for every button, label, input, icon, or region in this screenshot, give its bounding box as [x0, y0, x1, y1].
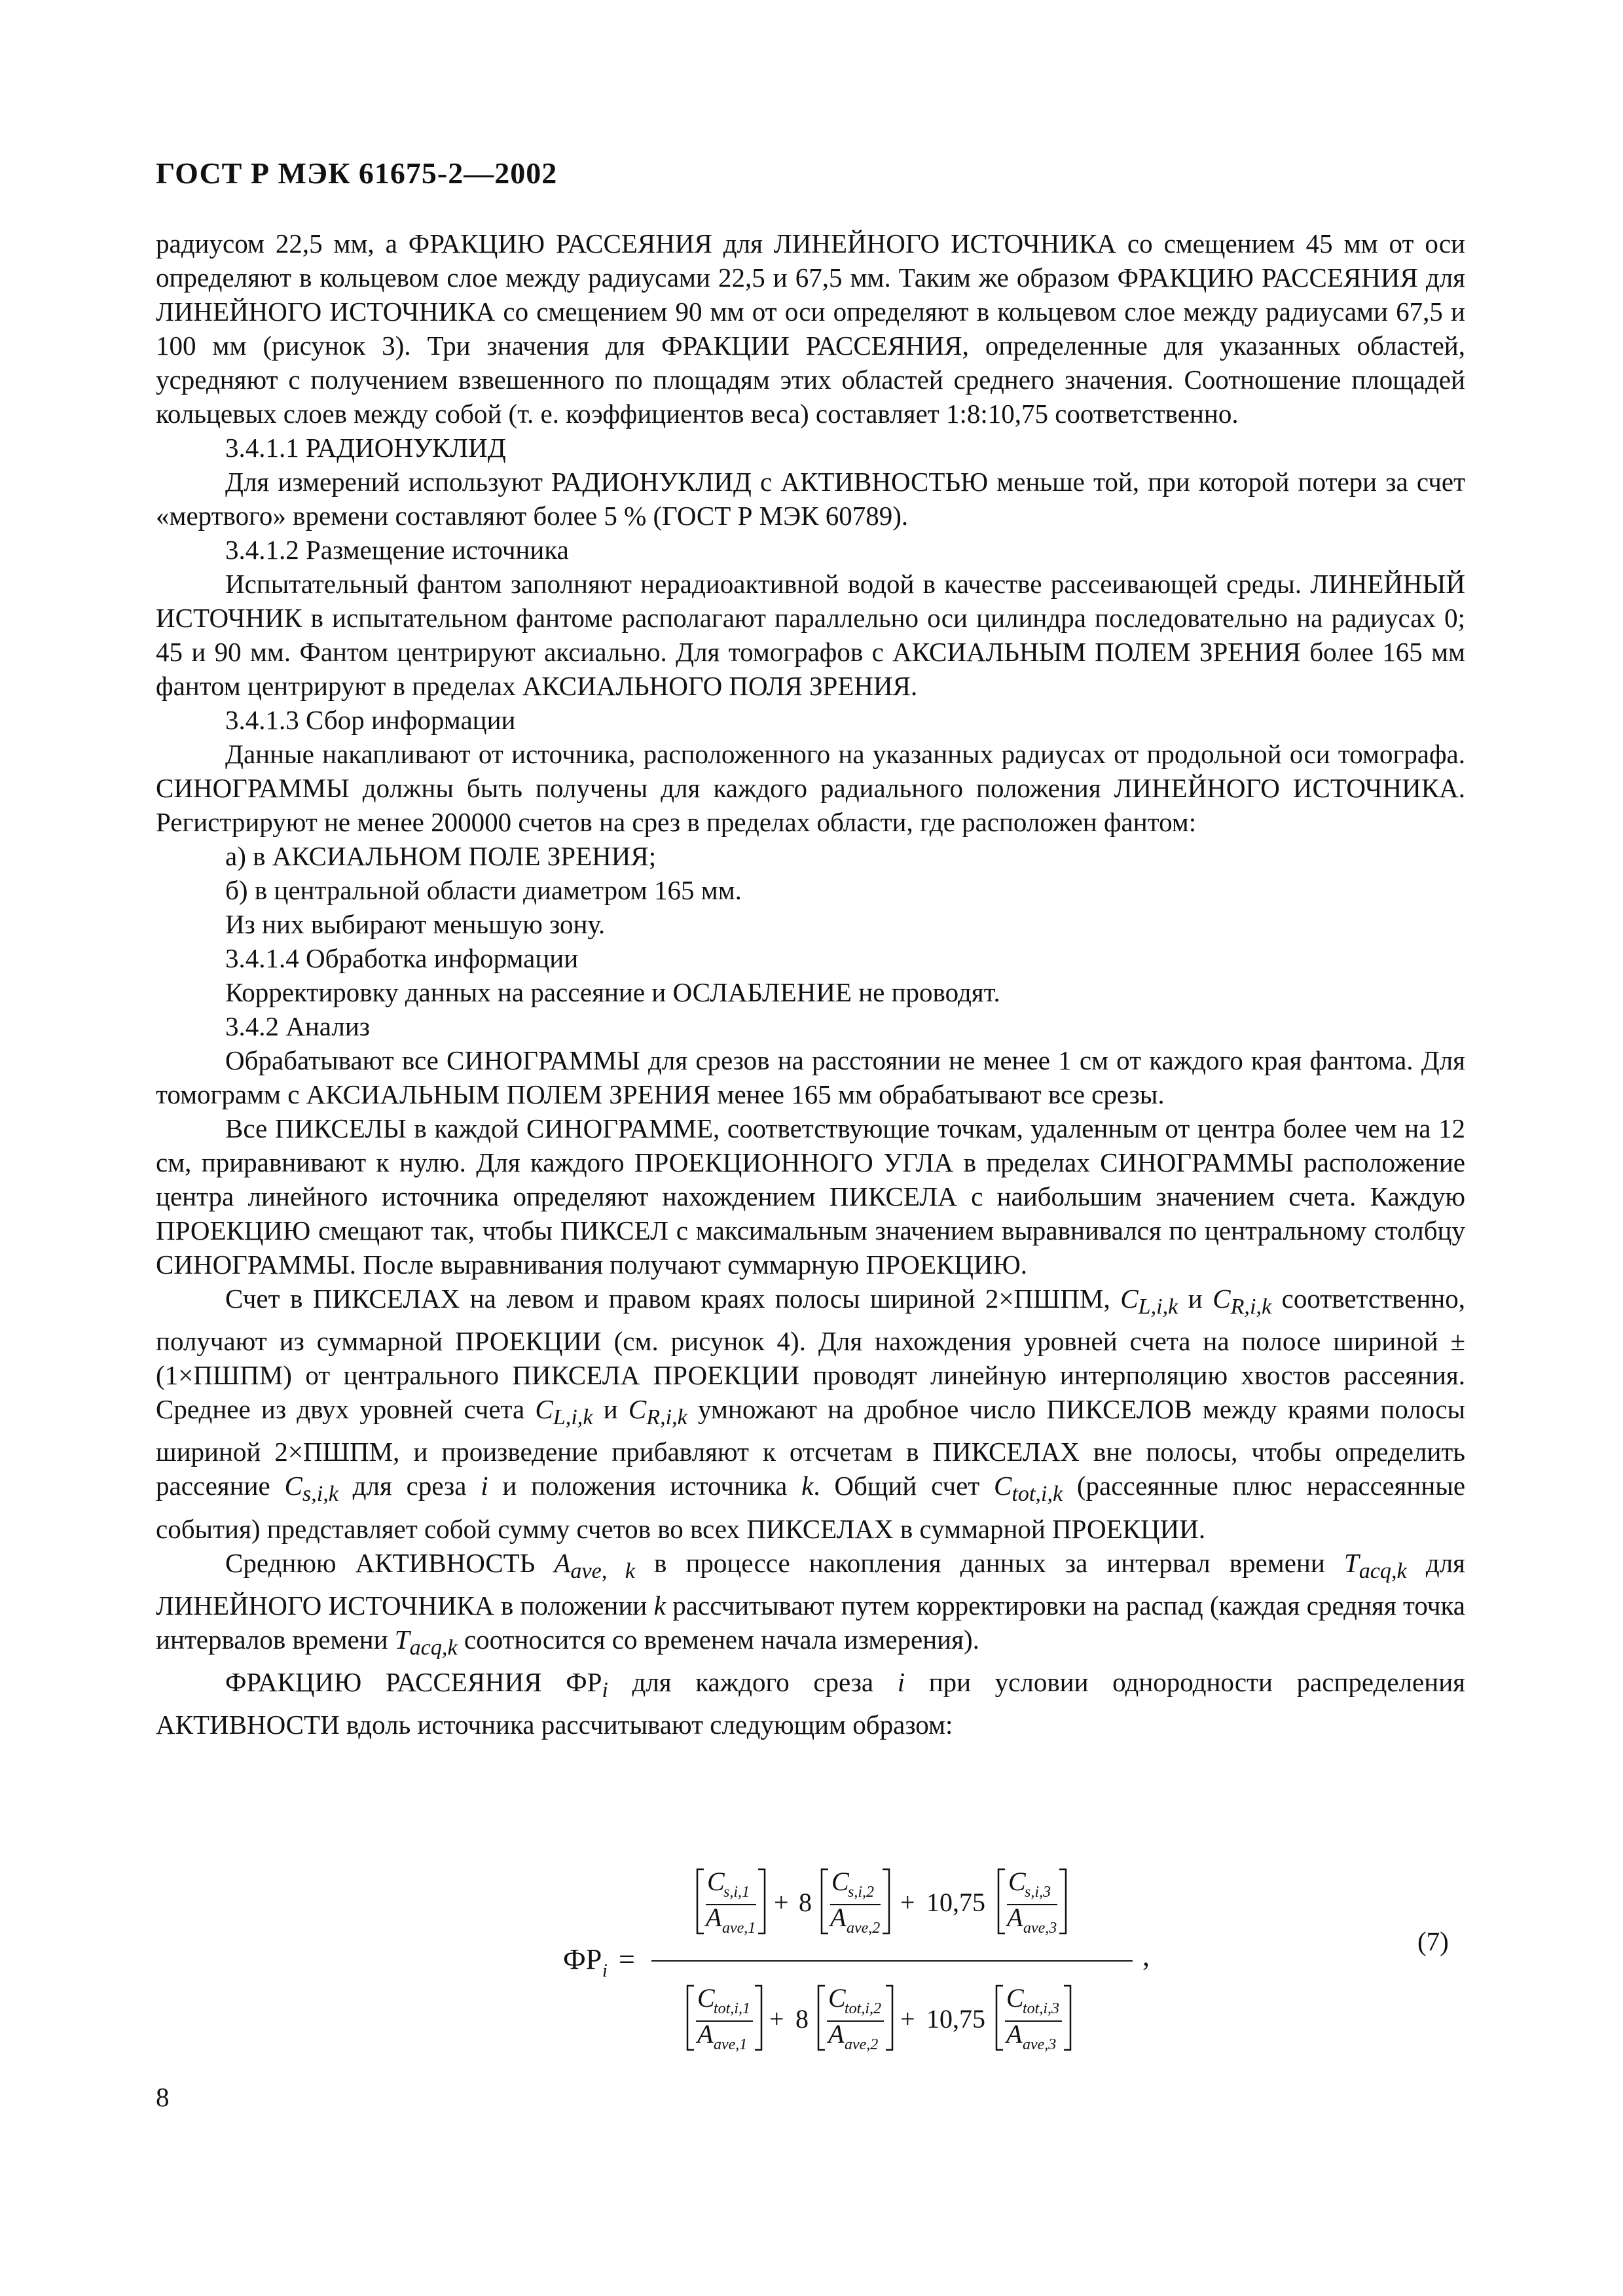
den-c1: C [697, 1983, 715, 2013]
num-c3: C [1008, 1867, 1026, 1896]
paragraph: Корректировку данных на рассеяние и ОСЛАБЛЕНИЕ не проводят. [225, 977, 1000, 1007]
paragraph: Обрабатывают все СИНОГРАММЫ для срезов на расстоянии не менее 1 см от каждого края фантома. Для томограмм с АКСИАЛЬНЫМ ПОЛЕМ ЗРЕНИЯ менее 165 мм обрабатывают все срезы. [156, 1045, 1465, 1109]
den-weight-1075: 10,75 [926, 2004, 985, 2034]
den-c2: C [828, 1983, 846, 2013]
den-a1-sub: ave,1 [714, 2036, 748, 2053]
formula-lhs: ФР [563, 1943, 602, 1975]
list-item: б) в центральной области диаметром 165 мм. [225, 875, 742, 905]
paragraph: Испытательный фантом заполняют нерадиоактивной водой в качестве рассеивающей среды. ЛИНЕЙНЫЙ ИСТОЧНИК в испытательном фантоме располагают параллельно оси цилиндра последовательно на радиусах 0; 45 и 90 мм. Фантом центрируют аксиально. Для томографов с АКСИАЛЬНЫМ ПОЛЕМ ЗРЕНИЯ более 165 мм фантом центрируют в пределах АКСИАЛЬНОГО ПОЛЯ ЗРЕНИЯ. [156, 569, 1465, 701]
num-weight-1075: 10,75 [926, 1888, 985, 1917]
scatter-fraction-formula [556, 1857, 1473, 2060]
num-c1-sub: s,i,1 [723, 1884, 750, 1901]
equation-number: (7) [1417, 1926, 1449, 1956]
section-heading: 3.4.1.3 Сбор информации [225, 705, 516, 735]
formula-comma: , [1142, 1940, 1150, 1972]
den-weight-8: 8 [795, 2004, 809, 2034]
den-plus-2: + [900, 2004, 915, 2034]
paragraph: Для измерений используют РАДИОНУКЛИД с АКТИВНОСТЬЮ меньше той, при которой потери за счет «мертвого» времени составляют более 5 % (ГОСТ Р МЭК 60789). [156, 467, 1465, 531]
num-c1: C [707, 1867, 725, 1896]
section-heading: 3.4.1.2 Размещение источника [225, 535, 569, 565]
num-c3-sub: s,i,3 [1025, 1884, 1051, 1901]
section-heading: 3.4.2 Анализ [225, 1011, 370, 1041]
formula-equals: = [619, 1943, 635, 1975]
num-plus-1: + [774, 1888, 789, 1917]
num-a2-sub: ave,2 [847, 1920, 881, 1937]
section-heading: 3.4.1.1 РАДИОНУКЛИД [225, 433, 506, 463]
num-a1-sub: ave,1 [722, 1920, 756, 1937]
list-item: Из них выбирают меньшую зону. [225, 909, 606, 939]
den-a2: A [828, 2019, 845, 2049]
num-plus-2: + [900, 1888, 915, 1917]
num-a3-sub: ave,3 [1023, 1920, 1057, 1937]
den-c1-sub: tot,i,1 [714, 2000, 751, 2017]
formula-lhs-subscript: i [602, 1961, 608, 1981]
den-a2-sub: ave,2 [845, 2036, 879, 2053]
page-number: 8 [156, 2082, 170, 2112]
list-item: а) в АКСИАЛЬНОМ ПОЛЕ ЗРЕНИЯ; [225, 841, 657, 871]
den-c3: C [1006, 1983, 1024, 2013]
paragraph: радиусом 22,5 мм, а ФРАКЦИЮ РАССЕЯНИЯ для ЛИНЕЙНОГО ИСТОЧНИКА со смещением 45 мм от оси определяют в кольцевом слое между радиусами 22,5 и 67,5 мм. Таким же образом ФРАКЦИЮ РАССЕЯНИЯ для ЛИНЕЙНОГО ИСТОЧНИКА со смещением 90 мм от оси определяют в кольцевом слое между радиусами 67,5 и 100 мм (рисунок 3). Три значения для ФРАКЦИИ РАССЕЯНИЯ, определенные для указанных областей, усредняют с получением взвешенного по площадям этих областей среднего значения. Соотношение площадей кольцевых слоев между собой (т. е. коэффициентов веса) составляет 1:8:10,75 соответственно. [156, 228, 1465, 429]
den-c2-sub: tot,i,2 [845, 2000, 882, 2017]
paragraph: Все ПИКСЕЛЫ в каждой СИНОГРАММЕ, соответствующие точкам, удаленным от центра более чем на 12 см, приравнивают к нулю. Для каждого ПРОЕКЦИОННОГО УГЛА в пределах СИНОГРАММЫ расположение центра линейного источника определяют нахождением ПИКСЕЛА с наибольшим значением счета. Каждую ПРОЕКЦИЮ смещают так, чтобы ПИКСЕЛ с максимальным значением выравнивался по центральному столбцу СИНОГРАММЫ. После выравнивания получают суммарную ПРОЕКЦИЮ. [156, 1113, 1465, 1280]
paragraph-average-activity: Среднюю АКТИВНОСТЬ $A_{ave, k}$ в процессе накопления данных за интервал времени $T_{acq,k}$ для ЛИНЕЙНОГО ИСТОЧНИКА в положении k рассчитывают путем корректировки на распад (каждая средняя точка интервалов времени $T_{acq,k}$ соотносится со временем начала измерения). [156, 1547, 1465, 1660]
paragraph-scatter-counts: Счет в ПИКСЕЛАХ на левом и правом краях полосы шириной 2×ПШПМ, $C_{L,i,k}$ и $C_{R,i,k}$ соответственно, получают из суммарной ПРОЕКЦИИ (см. рисунок 4). Для нахождения уровней счета на полосе шириной ±(1×ПШПМ) от центрального ПИКСЕЛА ПРОЕКЦИИ проводят линейную интерполяцию хвостов рассеяния. Среднее из двух уровней счета $C_{L,i,k}$ и $C_{R,i,k}$ умножают на дробное число ПИКСЕЛОВ между краями полосы шириной 2×ПШПМ, и произведение прибавляют к отсчетам в ПИКСЕЛАХ вне полосы, чтобы определить рассеяние $C_{s,i,k}$ для среза i и положения источника k. Общий счет $C_{tot,i,k}$ (рассеянные плюс нерассеянные события) представляет собой сумму счетов во всех ПИКСЕЛАХ в суммарной ПРОЕКЦИИ. [156, 1283, 1466, 1544]
paragraph: Данные накапливают от источника, расположенного на указанных радиусах от продольной оси томографа. СИНОГРАММЫ должны быть получены для каждого радиального положения ЛИНЕЙНОГО ИСТОЧНИКА. Регистрируют не менее 200000 счетов на срез в пределах области, где расположен фантом: [156, 739, 1465, 837]
num-a1: A [706, 1903, 722, 1932]
den-c3-sub: tot,i,3 [1023, 2000, 1060, 2017]
den-a3: A [1006, 2019, 1023, 2049]
document-body [156, 226, 1465, 1742]
section-heading: 3.4.1.4 Обработка информации [225, 943, 579, 973]
num-a3: A [1007, 1903, 1023, 1932]
document-header: ГОСТ Р МЭК 61675-2—2002 [156, 156, 558, 190]
num-c2: C [831, 1867, 849, 1896]
num-weight-8: 8 [799, 1888, 812, 1917]
num-c2-sub: s,i,2 [848, 1884, 875, 1901]
den-plus-1: + [769, 2004, 784, 2034]
paragraph-scatter-fraction: ФРАКЦИЮ РАССЕЯНИЯ $ФР_i$ для каждого среза i при условии однородности распределения АКТИВНОСТИ вдоль источника рассчитывают следующим образом: [156, 1666, 1465, 1740]
den-a1: A [697, 2019, 714, 2049]
num-a2: A [830, 1903, 847, 1932]
den-a3-sub: ave,3 [1023, 2036, 1057, 2053]
